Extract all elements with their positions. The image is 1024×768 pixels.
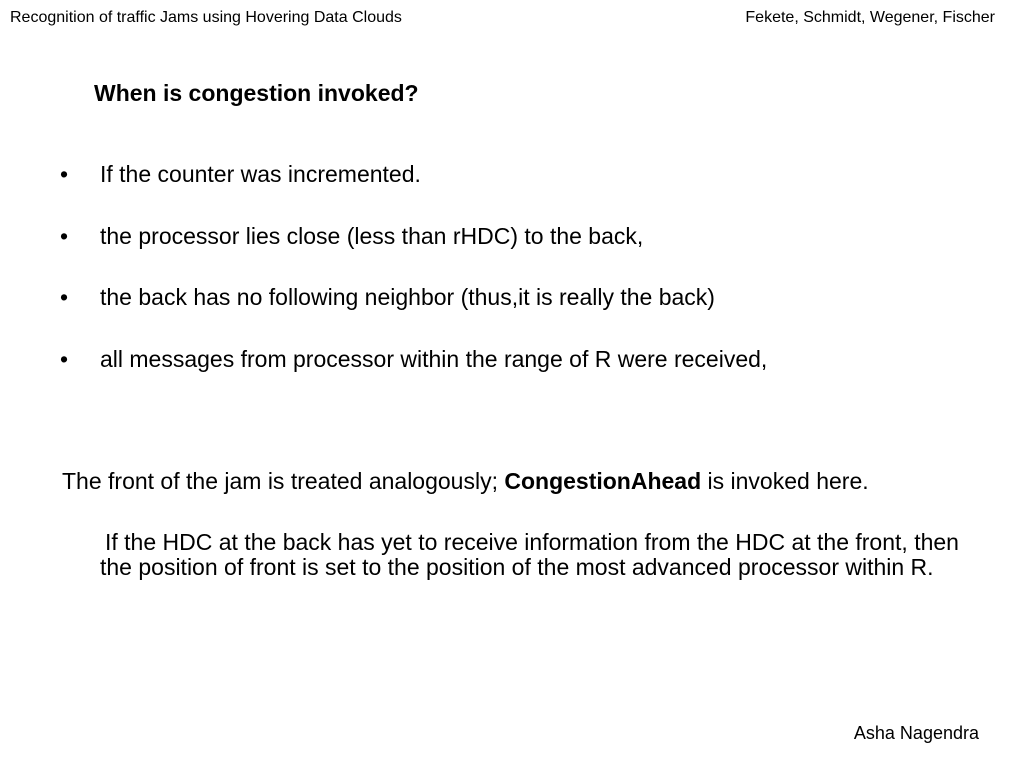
bullet-text: If the counter was incremented. <box>100 161 421 187</box>
bullet-item <box>60 222 643 250</box>
bullet-icon: • <box>60 346 69 372</box>
bullet-icon: • <box>60 223 69 249</box>
bullet-text: the back has no following neighbor (thus,it is really the back) <box>100 284 715 310</box>
bullet-text: all messages from processor within the range of R were received, <box>100 346 768 372</box>
header-authors: Fekete, Schmidt, Wegener, Fischer <box>745 9 995 26</box>
bullet-item <box>60 160 421 188</box>
hdc-position-paragraph: If the HDC at the back has yet to receive information from the HDC at the front, then the position of front is set to the position of the most advanced processor within R. <box>100 529 959 580</box>
bullet-text: the processor lies close (less than rHDC) to the back, <box>100 223 644 249</box>
front-paragraph-tail: is invoked here. <box>701 468 869 494</box>
bullet-icon: • <box>60 284 69 310</box>
header-title: Recognition of traffic Jams using Hovering Data Clouds <box>10 9 402 26</box>
front-paragraph-text: The front of the jam is treated analogously; <box>62 468 505 494</box>
bullet-item <box>60 283 715 311</box>
congestion-ahead-term: CongestionAhead <box>504 468 702 494</box>
slide-title: When is congestion invoked? <box>94 80 419 106</box>
front-of-jam-paragraph <box>62 467 869 495</box>
bullet-item <box>60 345 767 373</box>
bullet-icon: • <box>60 161 69 187</box>
footer-author: Asha Nagendra <box>853 723 979 743</box>
